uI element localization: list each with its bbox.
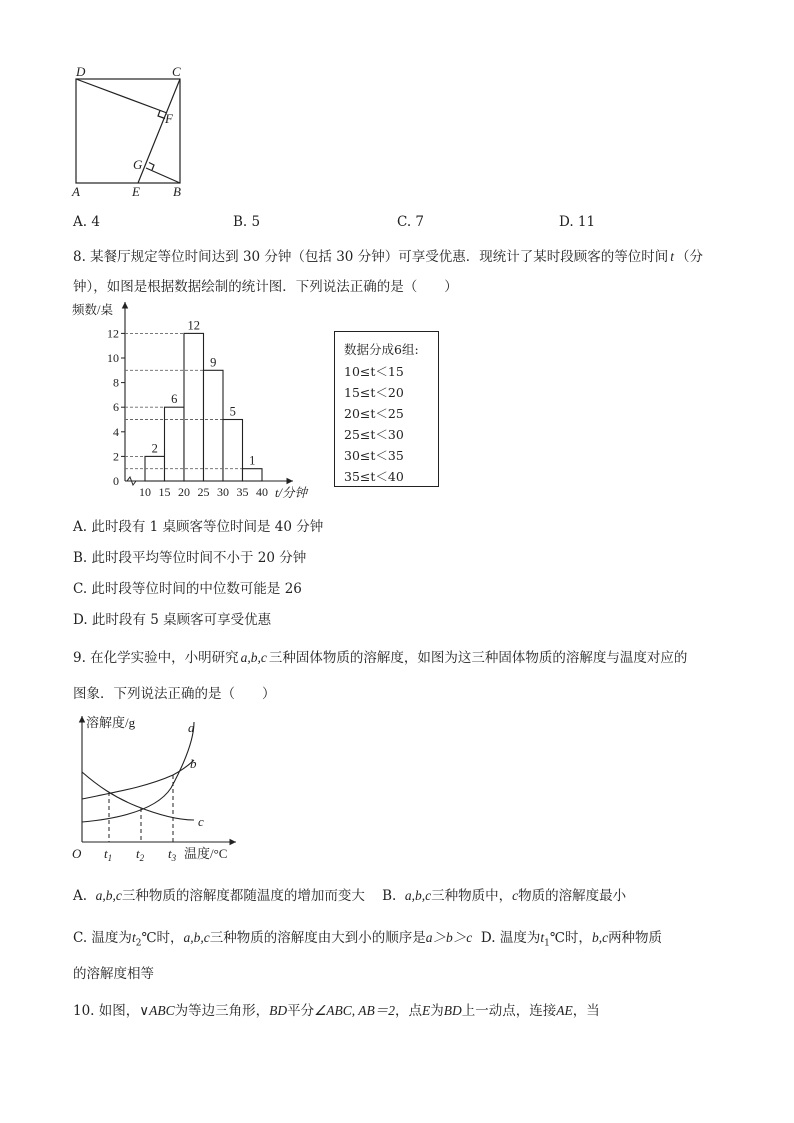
hist-bar bbox=[184, 333, 204, 481]
label-c: C bbox=[172, 64, 181, 79]
q9-stem-line1 bbox=[73, 646, 687, 666]
q9-option-b[interactable]: B. a,b,c三种物质中，c物质的溶解度最小 bbox=[382, 888, 627, 904]
q8-stem-line2: 钟），如图是根据数据绘制的统计图．下列说法正确的是（ ） bbox=[73, 279, 458, 295]
right-angle-mark-g bbox=[149, 163, 154, 171]
hist-x-tick-label: 10 bbox=[139, 485, 151, 499]
q8-group-box bbox=[334, 331, 439, 487]
hist-x-tick-label: 25 bbox=[197, 485, 210, 499]
curve-b-label: b bbox=[190, 756, 197, 771]
label-b: B bbox=[173, 184, 181, 199]
hist-bar-label: 5 bbox=[229, 404, 236, 419]
q8-option-c[interactable]: C. 此时段等位时间的中位数可能是 26 bbox=[73, 581, 302, 597]
hist-y-tick-label: 0 bbox=[113, 474, 119, 488]
t1-label: $t_1$ bbox=[104, 846, 113, 863]
q8-group-4: 25≤t＜30 bbox=[344, 427, 404, 442]
q8-stem-line1 bbox=[73, 245, 703, 265]
label-g: G bbox=[133, 157, 143, 172]
label-e: E bbox=[132, 184, 140, 199]
q9-stem-line2: 图象．下列说法正确的是（ ） bbox=[73, 686, 276, 702]
q7-square-figure bbox=[60, 62, 200, 202]
hist-bar bbox=[243, 469, 263, 481]
q9-option-d-line2: 的溶解度相等 bbox=[73, 966, 154, 982]
q9-stem-post: 三种固体物质的溶解度，如图为这三种固体物质的溶解度与温度对应的 bbox=[268, 650, 688, 666]
q8-stem-unit: （分 bbox=[675, 249, 703, 265]
q8-group-2: 15≤t＜20 bbox=[344, 385, 404, 400]
hist-y-tick-label: 2 bbox=[113, 449, 119, 464]
hist-bar-label: 2 bbox=[151, 441, 158, 456]
q8-group-5: 30≤t＜35 bbox=[344, 448, 404, 463]
q9-option-a[interactable]: A. a,b,c三种物质的溶解度都随温度的增加而变大 bbox=[73, 888, 365, 904]
hist-y-axis-label: 频数/桌 bbox=[72, 303, 113, 317]
label-a: A bbox=[72, 184, 80, 199]
t3-label: $t_3$ bbox=[168, 846, 177, 863]
hist-bar bbox=[204, 370, 224, 481]
q8-histogram bbox=[68, 298, 318, 504]
hist-x-tick-label: 15 bbox=[158, 485, 171, 499]
q8-group-box-title: 数据分成6组: bbox=[344, 342, 419, 357]
hist-x-tick-label: 40 bbox=[256, 485, 268, 499]
hist-y-tick-label: 12 bbox=[107, 326, 119, 341]
curve-a-label: a bbox=[188, 720, 195, 735]
q7-option-d[interactable]: D. 11 bbox=[559, 214, 596, 230]
hist-bar bbox=[165, 407, 185, 481]
origin-label: O bbox=[72, 846, 82, 861]
hist-y-tick-label: 8 bbox=[113, 375, 119, 390]
q9-option-c[interactable]: C. 温度为$t_2℃$时，a,b,c三种物质的溶解度由大到小的顺序是a＞b＞c bbox=[73, 930, 473, 949]
q8-option-a[interactable]: A. 此时段有 1 桌顾客等位时间是 40 分钟 bbox=[73, 519, 324, 535]
hist-y-tick-label: 6 bbox=[113, 400, 119, 415]
q8-group-1: 10≤t＜15 bbox=[344, 364, 404, 379]
q8-group-6: 35≤t＜40 bbox=[344, 469, 404, 484]
q9-options-ab bbox=[73, 884, 626, 904]
square-abcd bbox=[76, 79, 180, 183]
q9-stem-pre: 9. 在化学实验中，小明研究 bbox=[73, 650, 239, 666]
label-f: F bbox=[165, 111, 173, 126]
q9-solubility-graph bbox=[66, 712, 246, 868]
hist-bar-label: 1 bbox=[249, 453, 256, 468]
hist-x-tick-label: 20 bbox=[178, 485, 190, 499]
q10-stem: 10. 如图，∨ABC为等边三角形，BD平分∠ABC, AB＝2，点E为BD上一动点，连接AE，当 bbox=[73, 1003, 600, 1019]
hist-y-tick-label: 4 bbox=[113, 424, 119, 439]
hist-y-tick-label: 10 bbox=[107, 351, 119, 365]
q9-option-d[interactable]: D. 温度为$t_1℃$时，b,c两种物质 bbox=[480, 930, 663, 949]
segment-df bbox=[76, 79, 167, 113]
hist-x-tick-label: 35 bbox=[236, 485, 249, 499]
hist-x-tick-label: 30 bbox=[217, 485, 229, 499]
t2-label: $t_2$ bbox=[136, 846, 145, 863]
q8-stem-text: 8. 某餐厅规定等位时间达到 30 分钟（包括 30 分钟）可享受优惠．现统计了某时段顾客的等位时间 bbox=[73, 249, 669, 265]
q7-option-a[interactable]: A. 4 bbox=[73, 214, 100, 230]
hist-bar-label: 12 bbox=[187, 318, 200, 333]
hist-x-axis-label: t/分钟 bbox=[275, 486, 307, 500]
label-d: D bbox=[76, 64, 86, 79]
q7-option-b[interactable]: B. 5 bbox=[233, 214, 261, 230]
segment-ce bbox=[138, 79, 180, 183]
hist-bar-label: 6 bbox=[171, 392, 178, 407]
q8-option-d[interactable]: D. 此时段有 5 桌顾客可享受优惠 bbox=[73, 612, 272, 628]
q8-group-3: 20≤t＜25 bbox=[344, 406, 404, 421]
q9-options-cd bbox=[73, 926, 662, 949]
curve-b bbox=[82, 760, 194, 799]
segment-bg bbox=[146, 168, 180, 183]
q8-option-b[interactable]: B. 此时段平均等位时间不小于 20 分钟 bbox=[73, 550, 307, 566]
curve-c-label: c bbox=[198, 814, 204, 829]
q7-option-c[interactable]: C. 7 bbox=[397, 214, 425, 230]
hist-bar bbox=[223, 420, 243, 482]
q8-stem-var: t bbox=[670, 249, 674, 264]
q9-stem-vars: a,b,c bbox=[240, 650, 267, 665]
x-axis-label: 温度/°C bbox=[184, 846, 228, 861]
y-axis-label: 溶解度/g bbox=[86, 715, 136, 730]
hist-bar-label: 9 bbox=[210, 355, 217, 370]
